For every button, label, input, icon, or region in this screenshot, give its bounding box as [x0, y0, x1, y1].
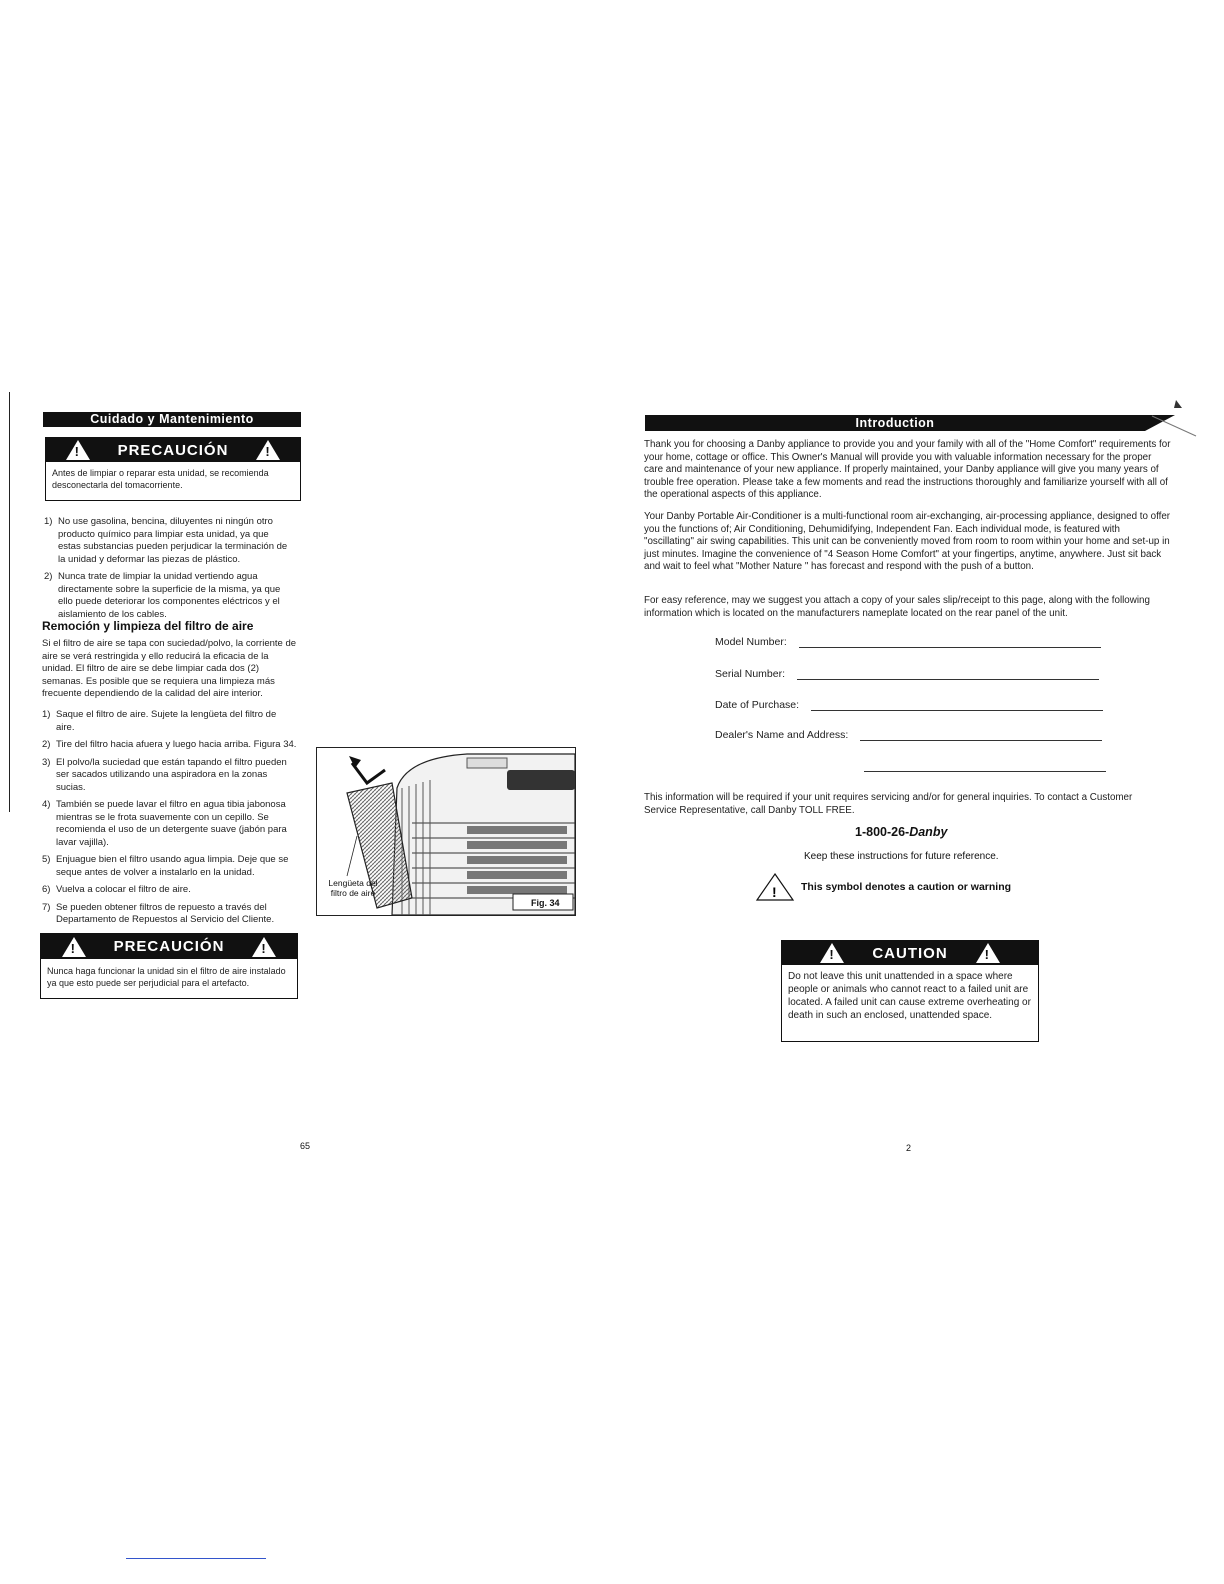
date-of-purchase-field[interactable]: [715, 699, 1103, 711]
list-item: 5) Enjuague bien el filtro usando agua limpia. Deje que se seque antes de volver a instalarlo en la unidad.: [42, 854, 289, 878]
caution-box-bottom: [40, 933, 298, 999]
caution-title: PRECAUCIÓN: [117, 441, 229, 459]
svg-text:!: !: [772, 884, 777, 900]
date-of-purchase-line: [811, 709, 1103, 711]
caution-text: Do not leave this unit unattended in a space where people or animals who cannot react to a failed unit are located. A failed unit can cause extreme overheating or death in such an enclosed, unattended space.: [788, 971, 1031, 1021]
figure-number: Fig. 34: [531, 898, 560, 908]
dealer-field[interactable]: [715, 729, 1102, 741]
serial-number-label: Serial Number:: [715, 668, 786, 680]
list-item: 3) El polvo/la suciedad que están tapando el filtro pueden ser sacados utilizando una aspiradora en la zonas sucias.: [42, 756, 287, 793]
caution-title: CAUTION: [872, 944, 948, 962]
symbol-note: This symbol denotes a caution or warning: [801, 881, 1012, 893]
list-item: 6) Vuelva a colocar el filtro de aire.: [42, 884, 191, 895]
intro-paragraph-3: For easy reference, may we suggest you attach a copy of your sales slip/receipt to this page, along with the following information which is located on the manufacturers nameplate located on the rear panel of the unit.: [644, 595, 1150, 619]
caution-text: Antes de limpiar o reparar esta unidad, se recomienda desconectarla del tomacorriente.: [52, 468, 269, 490]
caution-title: PRECAUCIÓN: [113, 938, 225, 955]
caution-box-right-header: [782, 941, 1038, 965]
caution-box-bottom-header: [41, 934, 297, 959]
list-item: 1) Saque el filtro de aire. Sujete la lengüeta del filtro de aire.: [42, 709, 277, 733]
figure-34: [316, 747, 576, 916]
section-header-introduction: Introduction: [645, 415, 1145, 431]
section-header-cuidado: Cuidado y Mantenimiento: [43, 412, 301, 427]
dealer-line: [860, 739, 1102, 741]
model-number-field[interactable]: [715, 636, 1101, 648]
intro-paragraph-2: Your Danby Portable Air-Conditioner is a multi-functional room air-exchanging, air-processing appliance, designed to offer you the functions of; Air Conditioning, Dehumidifying, Independent Fan. Each individual mode, is featured with "oscillating" air swing capabilities. This unit can be conveniently moved from room to room within your home and set-up in just minutes. Imagine the convenience of "4 Season Home Comfort" at your fingertips, anytime, anywhere. Just sit back and wait to feel what "Mother Nature " has forecast and respond with the push of a button.: [644, 511, 1171, 572]
keep-instructions: Keep these instructions for future reference.: [804, 851, 999, 862]
caution-box-right: [781, 940, 1039, 1042]
right-header-bar: [645, 415, 1163, 431]
caution-box-top: [45, 437, 301, 501]
list-item: 1) No use gasolina, bencina, diluyentes ni ningún otro producto químico para limpiar esta unidad, ya que estas substancias pueden perjudicar la terminación de la unidad y deformar las piezas de plástico.: [44, 516, 288, 565]
figure-label: Lengüeta del filtro de aire: [328, 878, 378, 898]
serial-number-line: [797, 678, 1099, 680]
dealer-line-2[interactable]: [864, 771, 1106, 772]
page-number-right: 2: [906, 1143, 912, 1153]
phone-number: [855, 825, 947, 839]
list-item: 7) Se pueden obtener filtros de repuesto a través del Departamento de Repuestos al Servicio del Cliente.: [42, 901, 275, 925]
date-of-purchase-label: Date of Purchase:: [715, 699, 800, 711]
page-number-left: 65: [300, 1141, 311, 1151]
model-number-label: Model Number:: [715, 636, 787, 648]
section-intro: Si el filtro de aire se tapa con suciedad/polvo, la corriente de aire se verá restringida y ello reducirá la eficacia de la unidad. El filtro de aire se debe limpiar cada dos (2) semanas. Es posible que se requiera una limpieza más frecuente dependiendo de la calidad del aire interior.: [42, 638, 297, 699]
corner-arrow-icon: [1150, 398, 1200, 438]
warning-icon: [62, 937, 86, 957]
warning-icon: [252, 937, 276, 957]
danby-logo-text: Danby: [909, 825, 948, 839]
cleaning-warnings-list: [44, 516, 294, 626]
warning-icon: [66, 440, 90, 460]
filter-steps-list: [42, 709, 297, 932]
service-paragraph: This information will be required if your unit requires servicing and/or for general inquiries. To contact a Customer Service Representative, call Danby TOLL FREE.: [644, 792, 1133, 816]
caution-text: Nunca haga funcionar la unidad sin el filtro de aire instalado ya que esto puede ser perjudicial para el artefacto.: [47, 966, 286, 988]
warning-icon: [820, 943, 844, 963]
caution-symbol-icon: [755, 872, 795, 902]
list-item: 2) Tire del filtro hacia afuera y luego hacia arriba. Figura 34.: [42, 739, 297, 750]
bottom-link-line: [126, 1558, 266, 1559]
section-title-filtro: Remoción y limpieza del filtro de aire: [42, 619, 254, 633]
intro-paragraph-1: Thank you for choosing a Danby appliance to provide you and your family with all of the "Home Comfort" requirements for your home, cottage or office. This Owner's Manual will provide you with valuable information necessary for the proper care and maintenance of your new appliance. If properly maintained, your Danby appliance will give you many years of trouble free operation. Please take a few moments and read the instructions thoroughly and familiarize yourself with all of the operational aspects of this appliance.: [644, 439, 1171, 500]
warning-icon: [976, 943, 1000, 963]
serial-number-field[interactable]: [715, 668, 1099, 680]
dealer-label: Dealer's Name and Address:: [715, 729, 849, 741]
list-item: 4) También se puede lavar el filtro en agua tibia jabonosa mientras se le frota suavemente con un cepillo. Se recomienda el uso de un detergente suave (jabón para lavar vajilla).: [42, 799, 287, 848]
left-page-border: [9, 392, 10, 812]
phone-prefix: 1-800-26-: [855, 825, 910, 839]
caution-box-top-header: [46, 438, 300, 462]
warning-icon: [256, 440, 280, 460]
model-number-line: [799, 646, 1101, 648]
list-item: 2) Nunca trate de limpiar la unidad vertiendo agua directamente sobre la superficie de la misma, ya que ello puede deteriorar los componentes eléctricos y el aislamiento de los cables.: [44, 571, 281, 620]
